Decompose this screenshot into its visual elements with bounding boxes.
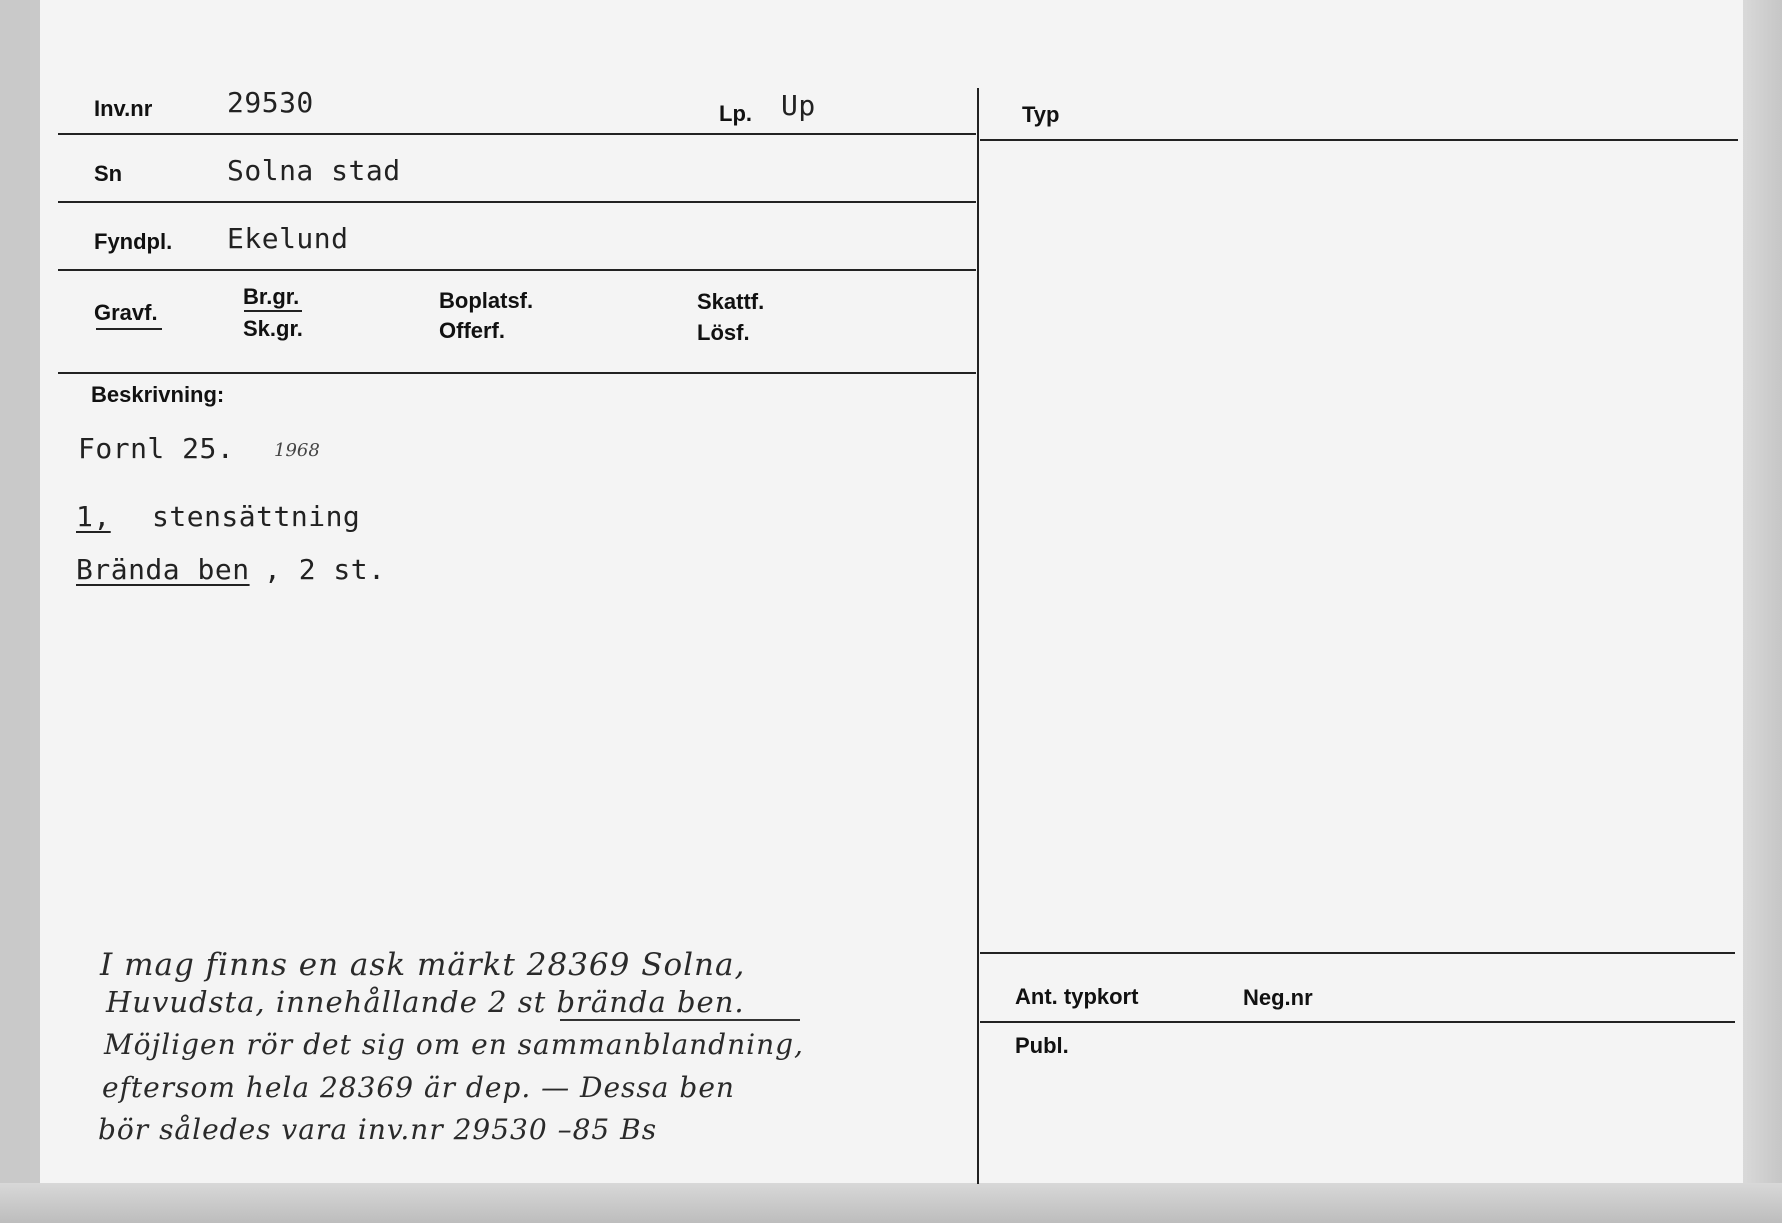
skattf-label: Skattf. — [697, 289, 765, 314]
scan-edge-right — [1743, 0, 1782, 1223]
publ-label: Publ. — [1015, 1033, 1069, 1058]
inv-nr-label: Inv.nr — [94, 96, 153, 121]
ant-typkort-label: Ant. typkort — [1015, 984, 1139, 1009]
losf-label: Lösf. — [697, 320, 750, 345]
neg-nr-label: Neg.nr — [1243, 985, 1313, 1010]
rule-typkort-top — [980, 952, 1735, 954]
find-text: Brända ben — [76, 553, 250, 586]
column-divider — [977, 88, 979, 1184]
handwritten-underline — [560, 1019, 800, 1021]
handwritten-line-4: eftersom hela 28369 är dep. — Dessa ben — [102, 1071, 735, 1104]
sn-label: Sn — [94, 161, 123, 186]
handwritten-line-3: Möjligen rör det sig om en sammanblandning, — [104, 1028, 804, 1061]
fyndpl-label: Fyndpl. — [94, 229, 173, 254]
gravf-label: Gravf. — [94, 300, 158, 325]
fyndpl-value: Ekelund — [227, 222, 349, 255]
rule-fyndpl — [58, 269, 976, 271]
gravf-underline — [96, 328, 162, 330]
sk-gr-label: Sk.gr. — [243, 316, 303, 341]
beskrivning-label: Beskrivning: — [91, 382, 225, 407]
handwritten-line-5: bör således vara inv.nr 29530 –85 Bs — [98, 1113, 658, 1146]
boplatsf-label: Boplatsf. — [439, 288, 534, 313]
item-number: 1, — [76, 500, 111, 533]
rule-inv — [58, 133, 976, 135]
lp-label: Lp. — [719, 101, 752, 126]
item-text: stensättning — [152, 500, 361, 533]
br-gr-underline — [244, 310, 302, 312]
typ-label: Typ — [1022, 102, 1060, 127]
br-gr-label: Br.gr. — [243, 284, 300, 309]
handwritten-line-2: Huvudsta, innehållande 2 st brända ben. — [106, 985, 745, 1019]
find-rest: , 2 st. — [264, 553, 386, 586]
sn-value: Solna stad — [227, 154, 401, 187]
rule-typ — [980, 139, 1738, 141]
rule-gravf — [58, 372, 976, 374]
lp-value: Up — [781, 89, 816, 122]
year-note: 1968 — [274, 440, 320, 461]
handwritten-line-1: I mag finns en ask märkt 28369 Solna, — [100, 947, 746, 983]
description-line-1: Fornl 25. — [78, 432, 235, 465]
inv-nr-value: 29530 — [227, 86, 314, 119]
rule-typkort-bottom — [980, 1021, 1735, 1023]
offerf-label: Offerf. — [439, 318, 505, 343]
rule-sn — [58, 201, 976, 203]
scan-edge-bottom — [0, 1183, 1782, 1223]
